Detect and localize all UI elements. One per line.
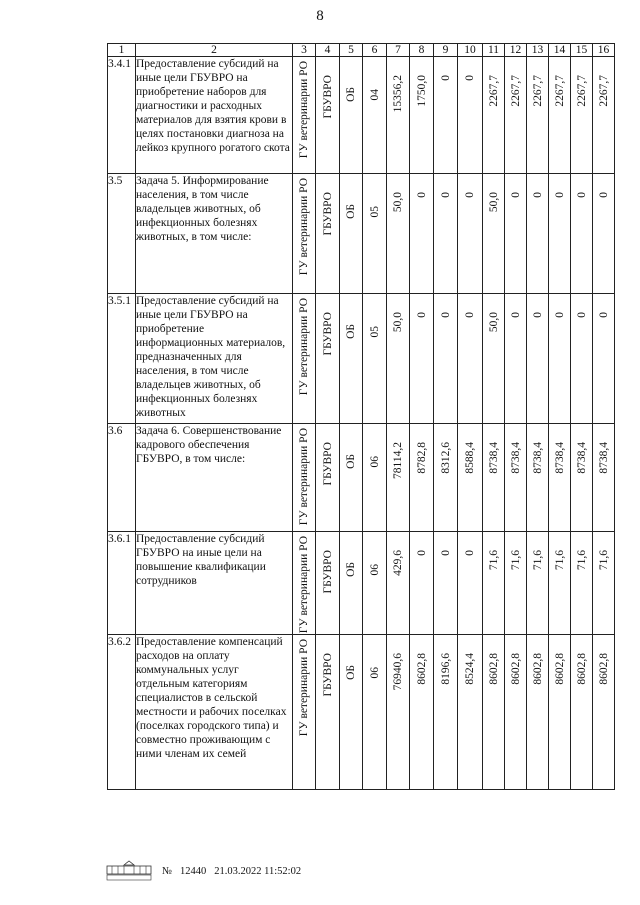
value-cell [593, 57, 615, 174]
value-cell [434, 532, 458, 635]
value-cell-text: 0 [531, 192, 544, 198]
value-cell [387, 57, 410, 174]
value-cell [571, 294, 593, 424]
value-cell-text: 0 [597, 192, 610, 198]
value-cell [571, 174, 593, 294]
header-cell: 12 [505, 44, 527, 57]
value-cell [483, 532, 505, 635]
header-cell: 10 [458, 44, 483, 57]
value-cell [483, 174, 505, 294]
value-cell-text: 15356,2 [392, 75, 404, 113]
section-code-cell [363, 532, 387, 635]
budget-code-cell [340, 424, 363, 532]
section-code-cell [363, 57, 387, 174]
value-cell [571, 532, 593, 635]
value-cell-text: 2267,7 [575, 75, 588, 107]
value-cell [434, 424, 458, 532]
value-cell [387, 294, 410, 424]
value-cell-text: 2267,7 [531, 75, 544, 107]
value-cell [593, 174, 615, 294]
executor-text: ГУ ветеринарии РО [298, 639, 310, 737]
value-cell [549, 294, 571, 424]
header-cell: 8 [410, 44, 434, 57]
value-cell-text: 8588,4 [464, 442, 476, 474]
value-cell-text: 8524,4 [464, 653, 476, 685]
header-cell: 4 [316, 44, 340, 57]
section-code-cell-text: 06 [368, 564, 381, 576]
executor-cell [293, 424, 316, 532]
value-cell-text: 1750,0 [415, 75, 428, 107]
value-cell [527, 294, 549, 424]
value-cell [410, 57, 434, 174]
value-cell-text: 71,6 [509, 550, 522, 571]
page-number: 8 [316, 8, 324, 24]
value-cell [527, 424, 549, 532]
recipient-cell [316, 635, 340, 790]
value-cell [549, 57, 571, 174]
value-cell [410, 174, 434, 294]
table-row [108, 424, 615, 532]
value-cell [549, 174, 571, 294]
value-cell-text: 8602,8 [575, 653, 588, 685]
header-cell: 6 [363, 44, 387, 57]
value-cell-text: 429,6 [392, 550, 404, 576]
table-row [108, 174, 615, 294]
value-cell-text: 8602,8 [487, 653, 500, 685]
value-cell-text: 0 [464, 75, 476, 81]
row-number: 3.5.1 [108, 294, 136, 424]
executor-cell [293, 532, 316, 635]
executor-cell [293, 635, 316, 790]
header-cell: 15 [571, 44, 593, 57]
value-cell [527, 635, 549, 790]
value-cell-text: 8602,8 [415, 653, 428, 685]
value-cell-text: 0 [575, 312, 588, 318]
header-cell: 5 [340, 44, 363, 57]
budget-code-cell [340, 532, 363, 635]
value-cell-text: 0 [464, 550, 476, 556]
value-cell-text: 0 [553, 312, 566, 318]
value-cell [549, 635, 571, 790]
row-description: Предоставление субсидий на иные цели ГБУВРО на приобретение информационных материалов, предназначенных для населения, в том числе владельцев животных, об инфекционных болезнях животных [136, 294, 293, 424]
doc-datetime: 21.03.2022 11:52:02 [214, 865, 302, 877]
value-cell [549, 424, 571, 532]
value-cell-text: 0 [415, 550, 428, 556]
value-cell [527, 532, 549, 635]
value-cell [505, 57, 527, 174]
budget-code-cell [340, 57, 363, 174]
recipient-cell-text: ГБУВРО [321, 653, 334, 697]
table-row [108, 57, 615, 174]
value-cell-text: 0 [509, 192, 522, 198]
value-cell [483, 635, 505, 790]
value-cell-text: 50,0 [392, 192, 404, 213]
value-cell-text: 8738,4 [487, 442, 500, 474]
recipient-cell-text: ГБУВРО [321, 312, 334, 356]
value-cell-text: 2267,7 [597, 75, 610, 107]
executor-cell [293, 174, 316, 294]
recipient-cell [316, 424, 340, 532]
row-number: 3.5 [108, 174, 136, 294]
value-cell-text: 8602,8 [553, 653, 566, 685]
budget-code-cell-text: ОБ [345, 87, 357, 102]
row-number: 3.6.1 [108, 532, 136, 635]
header-cell: 2 [136, 44, 293, 57]
value-cell-text: 8312,6 [439, 442, 452, 474]
value-cell-text: 8738,4 [597, 442, 610, 474]
recipient-cell [316, 532, 340, 635]
value-cell [434, 57, 458, 174]
row-number: 3.6.2 [108, 635, 136, 790]
value-cell-text: 2267,7 [509, 75, 522, 107]
value-cell-text: 76940,6 [392, 653, 404, 691]
executor-text: ГУ ветеринарии РО [298, 178, 310, 276]
value-cell [571, 424, 593, 532]
value-cell [410, 294, 434, 424]
section-code-cell-text: 06 [368, 667, 381, 679]
value-cell-text: 0 [439, 192, 452, 198]
executor-cell [293, 57, 316, 174]
value-cell-text: 0 [439, 312, 452, 318]
value-cell-text: 0 [439, 75, 452, 81]
value-cell [458, 57, 483, 174]
value-cell [593, 635, 615, 790]
value-cell-text: 50,0 [487, 192, 500, 213]
recipient-cell [316, 174, 340, 294]
value-cell [483, 57, 505, 174]
header-cell: 11 [483, 44, 505, 57]
budget-code-cell-text: ОБ [345, 562, 357, 577]
value-cell-text: 50,0 [392, 312, 404, 333]
header-row [108, 44, 615, 57]
value-cell [387, 532, 410, 635]
section-code-cell [363, 294, 387, 424]
value-cell-text: 8196,6 [439, 653, 452, 685]
executor-text: ГУ ветеринарии РО [298, 298, 310, 396]
value-cell [593, 424, 615, 532]
header-cell: 13 [527, 44, 549, 57]
doc-number-prefix: № [162, 865, 173, 877]
value-cell [527, 174, 549, 294]
value-cell [434, 174, 458, 294]
value-cell [505, 424, 527, 532]
value-cell-text: 0 [553, 192, 566, 198]
value-cell-text: 8738,4 [553, 442, 566, 474]
table-row [108, 635, 615, 790]
section-code-cell [363, 424, 387, 532]
value-cell [458, 174, 483, 294]
value-cell [549, 532, 571, 635]
value-cell [505, 294, 527, 424]
value-cell-text: 71,6 [487, 550, 500, 571]
recipient-cell [316, 57, 340, 174]
value-cell [458, 424, 483, 532]
section-code-cell-text: 04 [368, 89, 381, 101]
value-cell [505, 174, 527, 294]
value-cell-text: 78114,2 [392, 442, 404, 479]
row-number: 3.4.1 [108, 57, 136, 174]
value-cell [434, 294, 458, 424]
section-code-cell [363, 174, 387, 294]
section-code-cell-text: 05 [368, 326, 381, 338]
value-cell-text: 0 [439, 550, 452, 556]
value-cell-text: 0 [531, 312, 544, 318]
table-row [108, 294, 615, 424]
executor-text: ГУ ветеринарии РО [298, 536, 310, 634]
header-cell: 7 [387, 44, 410, 57]
budget-code-cell [340, 294, 363, 424]
value-cell-text: 0 [509, 312, 522, 318]
value-cell-text: 8782,8 [415, 442, 428, 474]
row-description: Предоставление субсидий ГБУВРО на иные цели на повышение квалификации сотрудников [136, 532, 293, 635]
budget-code-cell-text: ОБ [345, 204, 357, 219]
value-cell-text: 8738,4 [531, 442, 544, 474]
government-seal-logo [104, 859, 154, 883]
value-cell [387, 635, 410, 790]
value-cell-text: 2267,7 [553, 75, 566, 107]
budget-code-cell [340, 635, 363, 790]
value-cell-text: 8738,4 [575, 442, 588, 474]
recipient-cell-text: ГБУВРО [321, 75, 334, 119]
value-cell-text: 0 [575, 192, 588, 198]
budget-code-cell [340, 174, 363, 294]
value-cell [505, 635, 527, 790]
value-cell-text: 71,6 [575, 550, 588, 571]
value-cell [410, 635, 434, 790]
header-cell: 9 [434, 44, 458, 57]
value-cell-text: 8602,8 [531, 653, 544, 685]
budget-code-cell-text: ОБ [345, 324, 357, 339]
value-cell-text: 0 [464, 312, 476, 318]
value-cell-text: 0 [597, 312, 610, 318]
section-code-cell [363, 635, 387, 790]
value-cell [571, 635, 593, 790]
executor-text: ГУ ветеринарии РО [298, 61, 310, 159]
value-cell-text: 50,0 [487, 312, 500, 333]
value-cell [410, 532, 434, 635]
table-row [108, 532, 615, 635]
value-cell-text: 8602,8 [509, 653, 522, 685]
section-code-cell-text: 06 [368, 456, 381, 468]
section-code-cell-text: 05 [368, 206, 381, 218]
value-cell [410, 424, 434, 532]
header-cell: 16 [593, 44, 615, 57]
value-cell [593, 532, 615, 635]
value-cell [593, 294, 615, 424]
value-cell [387, 424, 410, 532]
value-cell-text: 71,6 [531, 550, 544, 571]
value-cell [387, 174, 410, 294]
value-cell [458, 532, 483, 635]
row-description: Предоставление компенсаций расходов на оплату коммунальных услуг отдельным категориям специалистов в сельской местности и рабочих поселках (поселках городского типа) и совместно проживающим с ними членам их семей [136, 635, 293, 790]
row-description: Предоставление субсидий на иные цели ГБУВРО на приобретение наборов для диагностики и расходных материалов для взятия крови в целях постановки диагноза на лейкоз крупного рогатого скота [136, 57, 293, 174]
value-cell [458, 635, 483, 790]
recipient-cell [316, 294, 340, 424]
value-cell-text: 71,6 [553, 550, 566, 571]
row-description: Задача 6. Совершенствование кадрового обеспечения ГБУВРО, в том числе: [136, 424, 293, 532]
header-cell: 1 [108, 44, 136, 57]
value-cell [434, 635, 458, 790]
budget-table [107, 43, 615, 790]
row-number: 3.6 [108, 424, 136, 532]
value-cell [458, 294, 483, 424]
doc-number: 12440 [180, 865, 207, 877]
value-cell [483, 424, 505, 532]
value-cell-text: 0 [415, 312, 428, 318]
recipient-cell-text: ГБУВРО [321, 192, 334, 236]
budget-code-cell-text: ОБ [345, 454, 357, 469]
executor-text: ГУ ветеринарии РО [298, 428, 310, 526]
value-cell-text: 0 [415, 192, 428, 198]
value-cell [571, 57, 593, 174]
header-cell: 14 [549, 44, 571, 57]
value-cell-text: 0 [464, 192, 476, 198]
executor-cell [293, 294, 316, 424]
value-cell-text: 8602,8 [597, 653, 610, 685]
row-description: Задача 5. Информирование населения, в том числе владельцев животных, об инфекционных болезнях животных, в том числе: [136, 174, 293, 294]
value-cell-text: 8738,4 [509, 442, 522, 474]
value-cell [483, 294, 505, 424]
header-cell: 3 [293, 44, 316, 57]
document-footer [104, 858, 301, 884]
recipient-cell-text: ГБУВРО [321, 442, 334, 486]
value-cell-text: 2267,7 [487, 75, 500, 107]
value-cell [505, 532, 527, 635]
recipient-cell-text: ГБУВРО [321, 550, 334, 594]
value-cell [527, 57, 549, 174]
value-cell-text: 71,6 [597, 550, 610, 571]
budget-code-cell-text: ОБ [345, 665, 357, 680]
